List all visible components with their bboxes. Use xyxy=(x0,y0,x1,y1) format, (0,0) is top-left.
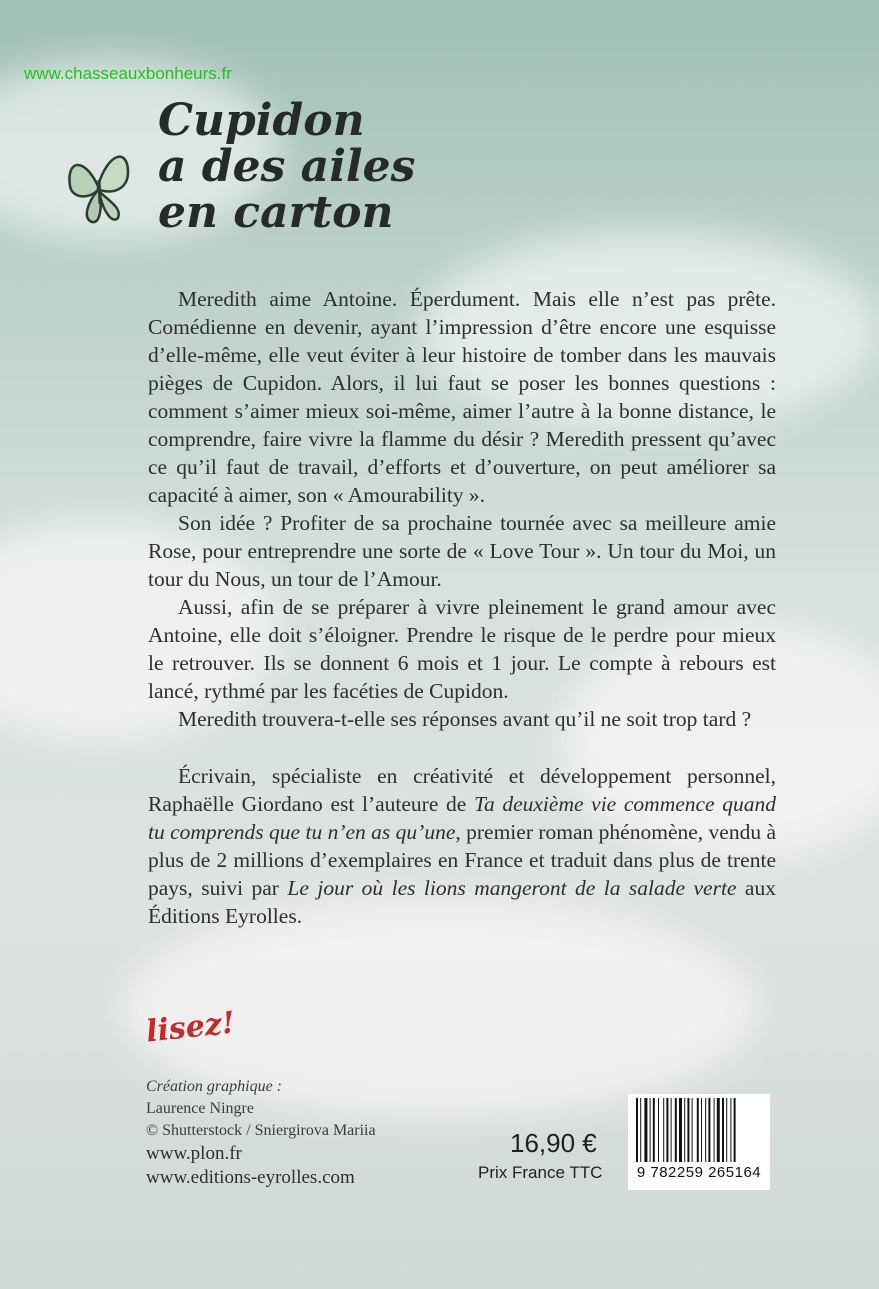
barcode xyxy=(628,1094,770,1190)
synopsis-paragraph: Son idée ? Profiter de sa prochaine tournée avec sa meilleure amie Rose, pour entreprendre une sorte de « Love Tour ». Un tour du Moi, un tour du Nous, un tour de l’Amour. xyxy=(148,511,776,591)
watermark-url: www.chasseauxbonheurs.fr xyxy=(24,64,232,83)
book-title xyxy=(158,95,418,238)
title-line: en carton xyxy=(158,187,394,238)
barcode-bar xyxy=(663,1098,664,1162)
synopsis-paragraph: Aussi, afin de se préparer à vivre pleinement le grand amour avec Antoine, elle doit s’éloigner. Prendre le risque de le perdre pour mieux le retrouver. Ils se donnent 6 mois et 1 jour. Le compte à rebours est lancé, rythmé par les facéties de Cupidon. xyxy=(148,595,776,703)
synopsis-paragraph: Meredith aime Antoine. Éperdument. Mais elle n’est pas prête. Comédienne en devenir, ayant l’impression d’être encore une esquisse d’elle-même, elle veut éviter à leur histoire de tomber dans les mauvais pièges de Cupidon. Alors, il lui faut se poser les bonnes questions : comment s’aimer mieux soi-même, aimer l’autre à la bonne distance, le comprendre, faire vivre la flamme du désir ? Meredith pressent qu’avec ce qu’il faut de travail, d’efforts et d’ouverture, on peut améliorer sa capacité à aimer, son « Amourability ». xyxy=(148,287,776,507)
author-bio xyxy=(148,762,776,930)
credits-designer: Laurence Ningre xyxy=(146,1100,254,1117)
barcode-bar xyxy=(679,1098,682,1162)
bio-text: , premier roman phénomène, vendu à plus de 2 millions d’exemplaires en France et traduit dans plus de trente pays, suivi par xyxy=(148,820,777,900)
barcode-bar xyxy=(644,1098,647,1162)
barcode-bar xyxy=(708,1098,710,1162)
barcode-bar xyxy=(701,1098,702,1162)
barcode-bar xyxy=(675,1098,677,1162)
barcode-bar xyxy=(653,1098,655,1162)
barcode-bar xyxy=(692,1098,693,1162)
price-label: Prix France TTC xyxy=(478,1163,603,1182)
barcode-bar xyxy=(658,1098,659,1162)
barcode-bar xyxy=(697,1098,699,1162)
butterfly-icon xyxy=(64,146,134,228)
barcode-bar xyxy=(684,1098,685,1162)
bio-text: Écrivain, spécialiste en créativité et développement personnel, Raphaëlle Giordano est l’auteure de xyxy=(148,764,776,816)
synopsis-paragraph: Meredith trouvera-t-elle ses réponses avant qu’il ne soit trop tard ? xyxy=(178,707,752,731)
barcode-bar xyxy=(734,1098,736,1162)
barcode-bar xyxy=(640,1098,641,1162)
bio-text: aux Éditions Eyrolles. xyxy=(148,876,776,928)
barcode-bar xyxy=(730,1098,731,1162)
book-title-reference: Ta deuxième vie commence quand tu comprends que tu n’en as qu’une xyxy=(148,792,776,844)
publisher-link: www.editions-eyrolles.com xyxy=(146,1167,355,1188)
barcode-bar xyxy=(666,1098,668,1162)
barcode-icon xyxy=(634,1098,764,1162)
title-line: Cupidon xyxy=(158,95,365,146)
barcode-bar xyxy=(726,1098,727,1162)
publisher-links xyxy=(146,1142,355,1190)
isbn-number: 9 782259 265164 xyxy=(636,1164,762,1181)
publisher-link: www.plon.fr xyxy=(146,1143,242,1164)
barcode-bar xyxy=(705,1098,706,1162)
title-line: a des ailes xyxy=(158,141,416,192)
book-title-reference: Le jour où les lions mangeront de la salade verte xyxy=(287,876,737,900)
synopsis xyxy=(148,285,776,733)
barcode-bar xyxy=(722,1098,724,1162)
barcode-bar xyxy=(671,1098,672,1162)
credits-label: Création graphique : xyxy=(146,1078,282,1095)
barcode-bar xyxy=(650,1098,651,1162)
barcode-bar xyxy=(687,1098,689,1162)
credits-photo: © Shutterstock / Sniergirova Mariia xyxy=(146,1122,376,1139)
price: 16,90 € xyxy=(510,1128,597,1158)
barcode-bar xyxy=(714,1098,715,1162)
credits xyxy=(146,1076,376,1142)
author-bio-paragraph xyxy=(148,762,776,930)
barcode-bar xyxy=(717,1098,720,1162)
barcode-bar xyxy=(636,1098,638,1162)
lisez-logo: lisez! xyxy=(144,1005,237,1050)
